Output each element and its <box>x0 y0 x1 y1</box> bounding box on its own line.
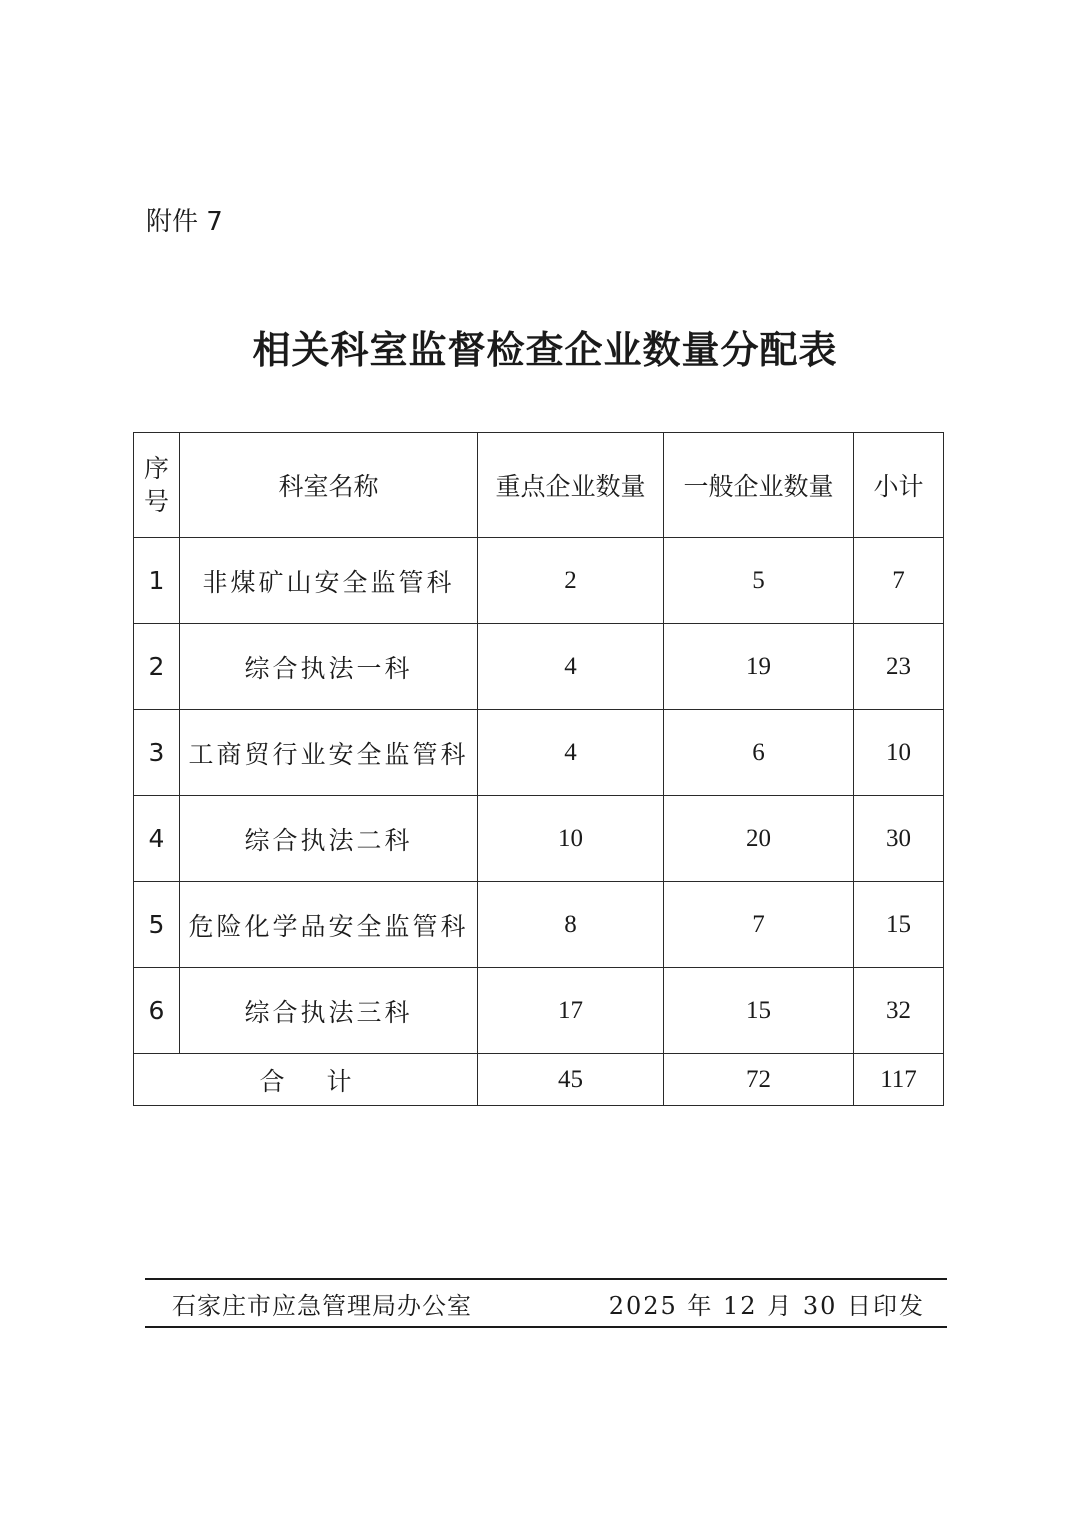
total-label-right: 计 <box>326 1066 352 1096</box>
row-key-count: 4 <box>478 710 664 796</box>
total-label <box>134 1054 478 1106</box>
row-general-count: 6 <box>664 710 854 796</box>
table-row <box>134 968 944 1054</box>
row-seq: 5 <box>134 882 180 968</box>
row-seq: 3 <box>134 710 180 796</box>
header-general-enterprises: 一般企业数量 <box>664 433 854 538</box>
row-general-count: 7 <box>664 882 854 968</box>
total-key-count: 45 <box>478 1054 664 1106</box>
header-seq <box>134 433 180 538</box>
header-seq-bottom: 号 <box>143 487 169 516</box>
row-subtotal: 7 <box>854 538 944 624</box>
row-department-name: 综合执法二科 <box>180 796 478 882</box>
header-department-name: 科室名称 <box>180 433 478 538</box>
row-subtotal: 30 <box>854 796 944 882</box>
row-general-count: 19 <box>664 624 854 710</box>
attachment-label: 附件 7 <box>146 207 223 237</box>
row-department-name: 综合执法三科 <box>180 968 478 1054</box>
row-key-count: 17 <box>478 968 664 1054</box>
page-title: 相关科室监督检查企业数量分配表 <box>252 328 838 372</box>
total-general-count: 72 <box>664 1054 854 1106</box>
table-row <box>134 624 944 710</box>
footer-top-rule <box>145 1278 947 1280</box>
row-general-count: 5 <box>664 538 854 624</box>
row-seq: 2 <box>134 624 180 710</box>
row-department-name: 非煤矿山安全监管科 <box>180 538 478 624</box>
table-row <box>134 710 944 796</box>
table-row <box>134 796 944 882</box>
header-seq-top: 序 <box>143 454 169 483</box>
row-department-name: 工商贸行业安全监管科 <box>180 710 478 796</box>
row-key-count: 2 <box>478 538 664 624</box>
table-row <box>134 882 944 968</box>
footer-issue-date: 2025 年 12 月 30 日印发 <box>608 1292 925 1320</box>
table-header-row <box>134 433 944 538</box>
header-subtotal: 小计 <box>854 433 944 538</box>
header-key-enterprises: 重点企业数量 <box>478 433 664 538</box>
row-subtotal: 10 <box>854 710 944 796</box>
total-row <box>134 1054 944 1106</box>
total-label-left: 合 <box>259 1066 285 1096</box>
row-key-count: 4 <box>478 624 664 710</box>
row-subtotal: 32 <box>854 968 944 1054</box>
total-subtotal: 117 <box>854 1054 944 1106</box>
row-general-count: 20 <box>664 796 854 882</box>
row-subtotal: 15 <box>854 882 944 968</box>
row-key-count: 8 <box>478 882 664 968</box>
row-department-name: 综合执法一科 <box>180 624 478 710</box>
row-key-count: 10 <box>478 796 664 882</box>
row-seq: 1 <box>134 538 180 624</box>
table-row <box>134 538 944 624</box>
row-department-name: 危险化学品安全监管科 <box>180 882 478 968</box>
row-seq: 4 <box>134 796 180 882</box>
row-subtotal: 23 <box>854 624 944 710</box>
row-seq: 6 <box>134 968 180 1054</box>
row-general-count: 15 <box>664 968 854 1054</box>
footer-bottom-rule <box>145 1326 947 1328</box>
footer-issuer: 石家庄市应急管理局办公室 <box>172 1292 472 1320</box>
allocation-table <box>133 432 944 1106</box>
